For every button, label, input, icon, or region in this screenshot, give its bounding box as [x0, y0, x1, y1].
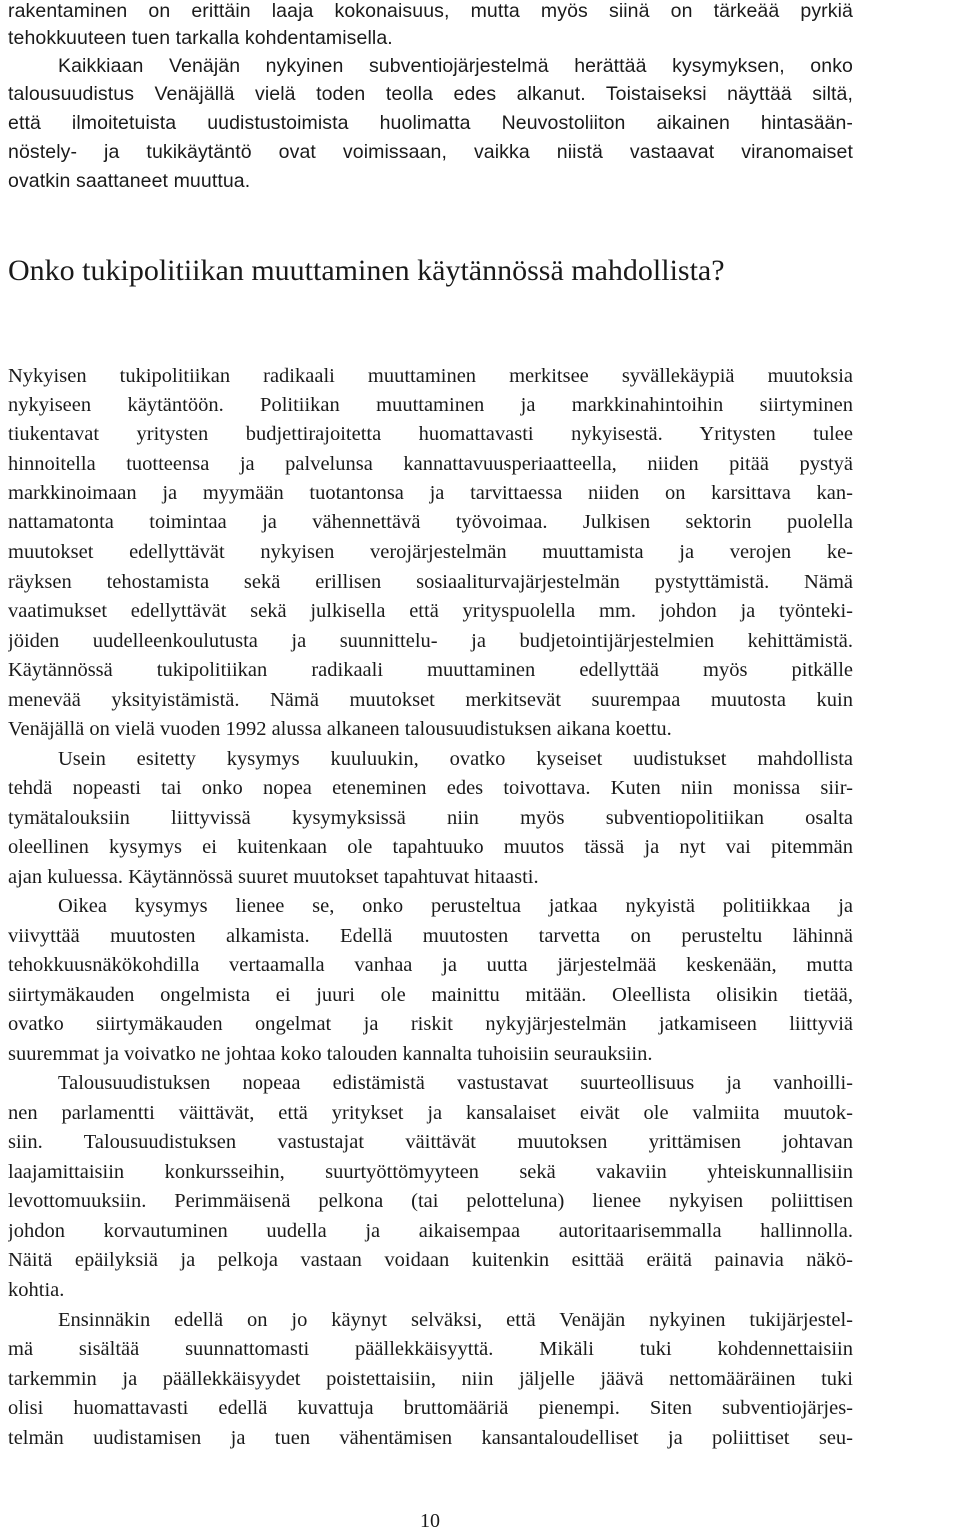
- body-line: Venäjällä on vielä vuoden 1992 alussa alkaneen talousuudistuksen aikana koettu.: [8, 718, 672, 740]
- body-line: Käytännössä tukipolitiikan radikaali muuttaminen edellyttää myös pitkälle: [8, 659, 853, 681]
- body-line: menevää yksityistämistä. Nämä muutokset merkitsevät suurempaa muutosta kuin: [8, 689, 853, 711]
- body-line: tiukentavat yritysten budjettirajoitetta huomattavasti nykyisestä. Yritysten tulee: [8, 423, 853, 445]
- section-heading: Onko tukipolitiikan muuttaminen käytännössä mahdollista?: [8, 254, 725, 287]
- intro-line: ovatkin saattaneet muuttua.: [8, 170, 251, 192]
- body-line: Talousuudistuksen nopeaa edistämistä vastustavat suurteollisuus ja vanhoilli-: [58, 1072, 853, 1094]
- body-line: kohtia.: [8, 1279, 65, 1301]
- page-number: 10: [420, 1510, 440, 1532]
- body-line: nykyiseen käytäntöön. Politiikan muuttaminen ja markkinahintoihin siirtyminen: [8, 394, 853, 416]
- body-line: tarkemmin ja päällekkäisyydet poistettaisiin, niin jäljelle jäävä nettomääräinen tuki: [8, 1368, 853, 1390]
- body-line: markkinoimaan ja myymään tuotantonsa ja tarvittaessa niiden on karsittava kan-: [8, 482, 853, 504]
- body-line: Ensinnäkin edellä on jo käynyt selväksi, että Venäjän nykyinen tukijärjestel-: [58, 1309, 853, 1331]
- body-line: ovatko siirtymäkauden ongelmat ja riskit nykyjärjestelmän jatkamiseen liittyviä: [8, 1013, 853, 1035]
- body-line: viivyttää muutosten alkamista. Edellä muutosten tarvetta on perusteltu lähinnä: [8, 925, 853, 947]
- body-line: oleellinen kysymys ei kuitenkaan ole tapahtuuko muutos tässä ja nyt vai pitemmän: [8, 836, 853, 858]
- body-line: Usein esitetty kysymys kuuluukin, ovatko kyseiset uudistukset mahdollista: [58, 748, 853, 770]
- body-line: siirtymäkauden ongelmista ei juuri ole mainittu mitään. Oleellista olisikin tietää,: [8, 984, 853, 1006]
- body-line: mä sisältää suunnattomasti päällekkäisyyttä. Mikäli tuki kohdennettaisiin: [8, 1338, 853, 1360]
- body-line: räyksen tehostamista sekä erillisen sosiaaliturvajärjestelmän pystyttämistä. Nämä: [8, 571, 853, 593]
- intro-line: tehokkuuteen tuen tarkalla kohdentamisella.: [8, 27, 393, 49]
- body-line: ajan kuluessa. Käytännössä suuret muutokset tapahtuvat hitaasti.: [8, 866, 539, 888]
- body-line: muutokset edellyttävät nykyisen verojärjestelmän muuttamista ja verojen ke-: [8, 541, 853, 563]
- body-line: Oikea kysymys lienee se, onko perusteltua jatkaa nykyistä politiikkaa ja: [58, 895, 853, 917]
- body-line: siin. Talousuudistuksen vastustajat väittävät muutoksen yrittämisen johtavan: [8, 1131, 853, 1153]
- body-line: laajamittaisiin konkursseihin, suurtyöttömyyteen sekä vakaviin yhteiskunnallisiin: [8, 1161, 853, 1183]
- body-line: vaatimukset edellyttävät sekä julkisella että yrityspuolella mm. johdon ja työnteki-: [8, 600, 853, 622]
- intro-line: rakentaminen on erittäin laaja kokonaisuus, mutta myös siinä on tärkeää pyrkiä: [8, 0, 853, 22]
- body-line: telmän uudistamisen ja tuen vähentämisen kansantaloudelliset ja poliittiset seu-: [8, 1427, 853, 1449]
- body-line: johdon korvautuminen uudella ja aikaisempaa autoritaarisemmalla hallinnolla.: [8, 1220, 853, 1242]
- intro-line: nöstely- ja tukikäytäntö ovat voimissaan, vaikka niistä vastaavat viranomaiset: [8, 141, 853, 163]
- body-line: tehdä nopeasti tai onko nopea eteneminen edes toivottava. Kuten niin monissa siir-: [8, 777, 853, 799]
- body-line: Näitä epäilyksiä ja pelkoja vastaan voidaan kuitenkin esittää eräitä painavia näkö-: [8, 1249, 853, 1271]
- intro-line: että ilmoitetuista uudistustoimista huolimatta Neuvostoliiton aikainen hintasään-: [8, 112, 853, 134]
- body-line: levottomuuksiin. Perimmäisenä pelkona (tai pelotteluna) lienee nykyisen poliittisen: [8, 1190, 853, 1212]
- body-line: tehokkuusnäkökohdilla vertaamalla vanhaa ja uutta järjestelmää keskenään, mutta: [8, 954, 853, 976]
- body-line: tymätalouksiin liittyvissä kysymyksissä niin myös subventiopolitiikan osalta: [8, 807, 853, 829]
- body-line: olisi huomattavasti edellä kuvattuja bruttomääriä pienempi. Siten subventiojärjes-: [8, 1397, 853, 1419]
- intro-line: Kaikkiaan Venäjän nykyinen subventiojärjestelmä herättää kysymyksen, onko: [58, 55, 853, 77]
- body-line: suuremmat ja voivatko ne johtaa koko talouden kannalta tuhoisiin seurauksiin.: [8, 1043, 653, 1065]
- intro-line: talousuudistus Venäjällä vielä toden teolla edes alkanut. Toistaiseksi näyttää siltä,: [8, 83, 853, 105]
- body-line: hinnoitella tuotteensa ja palvelunsa kannattavuusperiaatteella, niiden pitää pystyä: [8, 453, 853, 475]
- body-line: jöiden uudelleenkoulutusta ja suunnittelu- ja budjetointijärjestelmien kehittämistä.: [8, 630, 853, 652]
- body-line: Nykyisen tukipolitiikan radikaali muuttaminen merkitsee syvällekäypiä muutoksia: [8, 365, 853, 387]
- body-line: nen parlamentti väittävät, että yritykset ja kansalaiset eivät ole valmiita muutok-: [8, 1102, 853, 1124]
- body-line: nattamatonta toimintaa ja vähennettävä työvoimaa. Julkisen sektorin puolella: [8, 511, 853, 533]
